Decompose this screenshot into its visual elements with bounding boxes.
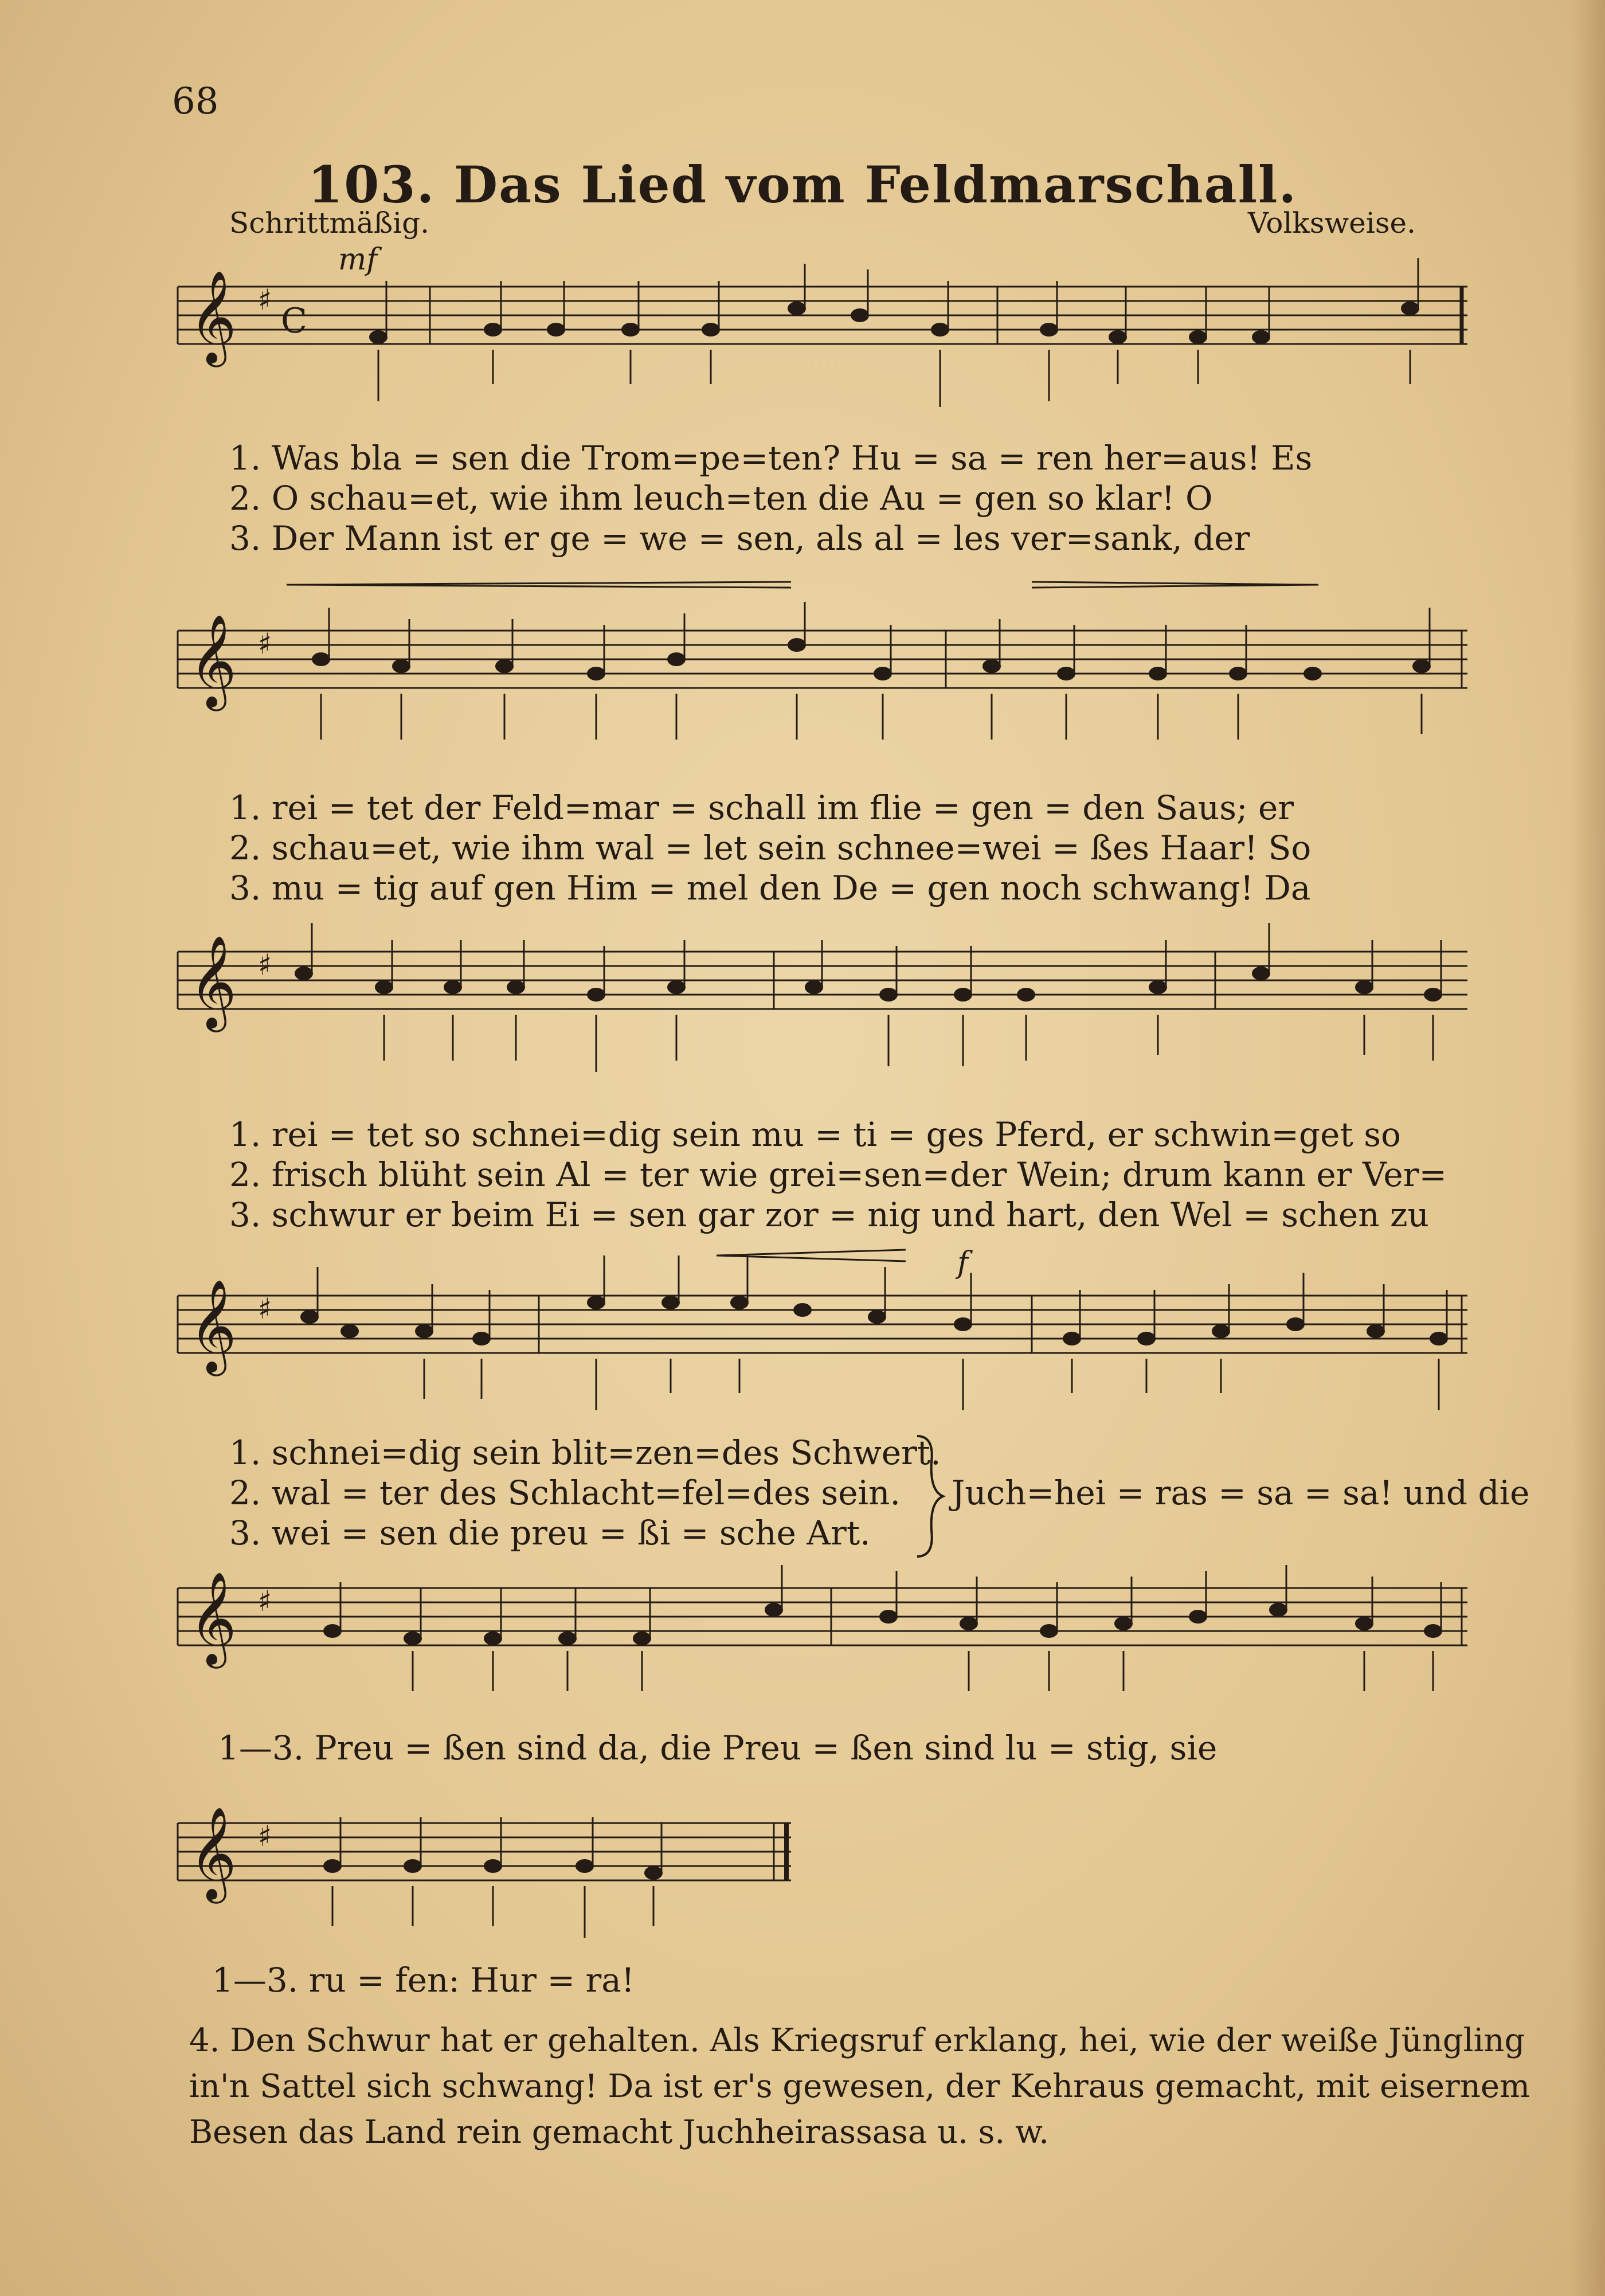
notes-system-3	[295, 967, 1442, 1002]
staff-5	[172, 1559, 1490, 1731]
refrain-lyric: Juch=hei = ras = sa = sa! und die	[952, 1473, 1530, 1512]
treble-clef-icon: 𝄞	[189, 614, 237, 707]
common-time-icon: C	[281, 301, 307, 341]
treble-clef-icon: 𝄞	[189, 270, 237, 363]
lyric-line-2-3: 3. mu = tig auf gen Him = mel den De = gen noch schwang! Da	[229, 869, 1311, 908]
lyric-line-1-3: 3. Der Mann ist er ge = we = sen, als al = les ver=sank, der	[229, 519, 1250, 558]
key-signature-sharp-icon: ♯	[258, 627, 272, 660]
lyric-line-2-2: 2. schau=et, wie ihm wal = let sein schnee=wei = ßes Haar! So	[229, 828, 1312, 867]
staff-1	[172, 247, 1490, 430]
lyric-line-4-2: 2. wal = ter des Schlacht=fel=des sein.	[229, 1473, 901, 1512]
treble-clef-icon: 𝄞	[189, 935, 237, 1028]
lyric-line-1-1: 1. Was bla = sen die Trom=pe=ten? Hu = sa = ren her=aus! Es	[229, 439, 1313, 478]
staff-6	[172, 1771, 1490, 1966]
staff-4	[172, 1238, 1490, 1427]
treble-clef-icon: 𝄞	[189, 1571, 237, 1665]
lyric-line-4-3: 3. wei = sen die preu = ßi = sche Art.	[229, 1513, 871, 1552]
tempo-marking: Schrittmäßig.	[229, 206, 430, 240]
music-system-5	[172, 1559, 1490, 1731]
notes-system-1	[369, 302, 1419, 344]
treble-clef-icon: 𝄞	[189, 1279, 237, 1372]
lyric-line-3-1: 1. rei = tet so schnei=dig sein mu = ti = ges Pferd, er schwin=get so	[229, 1115, 1401, 1154]
staff-2	[172, 568, 1490, 762]
lyric-line-2-1: 1. rei = tet der Feld=mar = schall im flie = gen = den Saus; er	[229, 788, 1294, 827]
page-number: 68	[172, 80, 219, 123]
lyric-line-1-2: 2. O schau=et, wie ihm leuch=ten die Au = gen so klar! O	[229, 479, 1213, 518]
notes-system-5	[323, 1603, 1442, 1645]
notes-system-6	[323, 1859, 663, 1880]
key-signature-sharp-icon: ♯	[258, 1292, 272, 1325]
treble-clef-icon: 𝄞	[189, 1806, 237, 1900]
page-edge-shadow	[1571, 0, 1605, 2296]
dynamic-f: f	[957, 1246, 969, 1280]
music-system-4	[172, 1238, 1490, 1427]
verse-4-text: 4. Den Schwur hat er gehalten. Als Kriegsruf erklang, hei, wie der weiße Jüngling in'n Sattel sich schwang! Da ist er's gewesen, der Kehraus gemacht, mit eisernem Besen das Land rein gemacht Juchheirassasa u. s. w.	[189, 2022, 1530, 2151]
lyric-line-3-3: 3. schwur er beim Ei = sen gar zor = nig und hart, den Wel = schen zu	[229, 1195, 1429, 1234]
key-signature-sharp-icon: ♯	[258, 1585, 272, 1618]
song-title: 103. Das Lied vom Feldmarschall.	[307, 155, 1298, 214]
dynamic-mf: mf	[338, 247, 378, 277]
source-marking: Volksweise.	[1247, 206, 1416, 240]
key-signature-sharp-icon: ♯	[258, 1820, 272, 1853]
lyric-line-6-1: 1—3. ru = fen: Hur = ra!	[212, 1961, 635, 2000]
music-system-1	[172, 247, 1490, 430]
staff-3	[172, 912, 1490, 1106]
music-system-6	[172, 1771, 1490, 1966]
lyric-line-5-1: 1—3. Preu = ßen sind da, die Preu = ßen sind lu = stig, sie	[218, 1728, 1218, 1767]
lyric-line-4-1: 1. schnei=dig sein blit=zen=des Schwert.	[229, 1433, 941, 1472]
brace-icon	[911, 1433, 946, 1559]
music-system-2	[172, 568, 1490, 762]
key-signature-sharp-icon: ♯	[258, 283, 272, 316]
music-system-3	[172, 912, 1490, 1106]
lyric-line-3-2: 2. frisch blüht sein Al = ter wie grei=sen=der Wein; drum kann er Ver=	[229, 1155, 1447, 1194]
key-signature-sharp-icon: ♯	[258, 948, 272, 981]
